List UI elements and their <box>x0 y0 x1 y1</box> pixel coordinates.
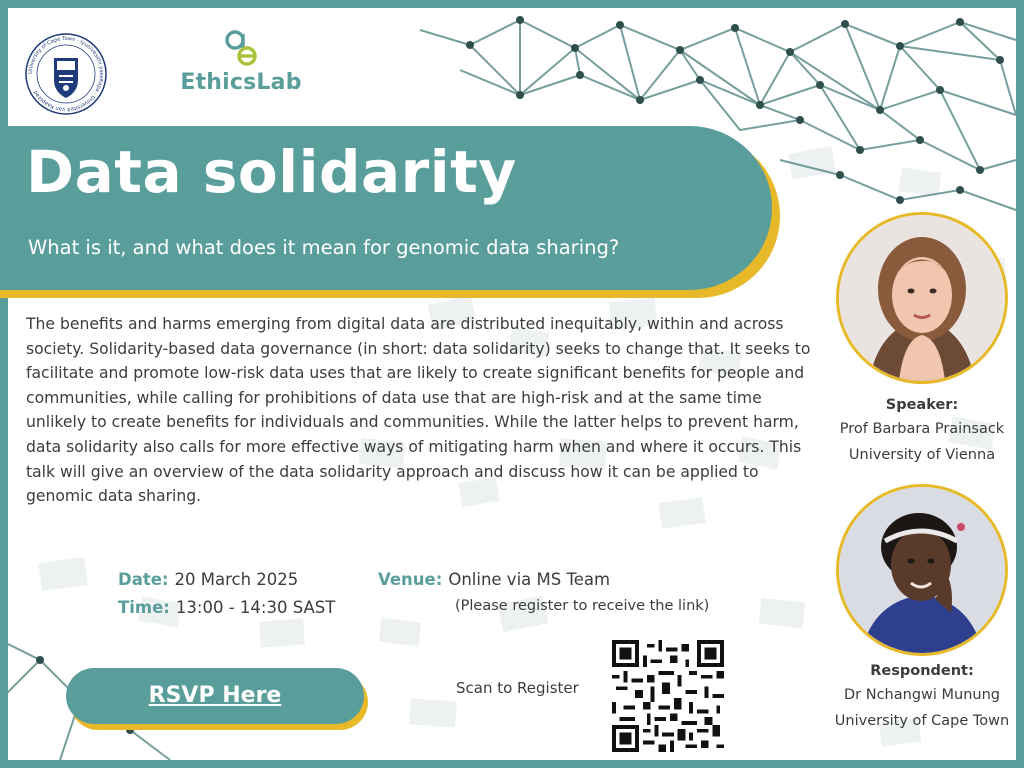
uct-seal-logo <box>24 32 108 116</box>
frame-bottom-border <box>0 760 1024 768</box>
rsvp-button[interactable]: RSVP Here <box>66 668 364 724</box>
ethicslab-mark-icon <box>221 28 261 68</box>
speaker-role-label: Speaker: <box>885 397 959 413</box>
speaker-photo <box>836 212 1008 384</box>
date-label: Date: <box>118 570 169 589</box>
ethicslab-name: EthicsLab <box>180 70 302 95</box>
speaker-affiliation: University of Vienna <box>848 447 996 463</box>
respondent-role-label: Respondent: <box>870 663 974 679</box>
respondent-name: Dr Nchangwi Munung <box>844 687 1000 703</box>
time-value: 13:00 - 14:30 SAST <box>175 598 336 617</box>
svg-text:University of Cape Town · Iyun: University of Cape Town · Iyunivesithi yaseKapa · Universiteit van Kaapstad <box>27 35 105 113</box>
scan-to-register-label: Scan to Register <box>456 679 579 697</box>
venue-row <box>378 570 610 589</box>
event-title: Data solidarity <box>26 138 517 206</box>
event-description: The benefits and harms emerging from digital data are distributed inequitably, within and across society. Solidarity-based data governance (in short: data solidarity) seeks to change that. It seeks to facilitate and promote low-risk data uses that are likely to create significant benefits for people and communities, while calling for prohibitions of data use that are high-risk and at the same time unlikely to create benefits for individuals and communities. While the latter helps to prevent harm, data solidarity also calls for more effective ways of mitigating harm when and where it occurs. This talk will give an overview of the data solidarity approach and discuss how it can be applied to genomic data sharing. <box>26 315 811 506</box>
registration-qr-code[interactable] <box>612 640 724 752</box>
event-subtitle: What is it, and what does it mean for genomic data sharing? <box>28 236 620 259</box>
respondent-photo <box>836 484 1008 656</box>
frame-right-border <box>1016 0 1024 768</box>
speaker-info <box>826 394 1018 468</box>
respondent-portrait-icon <box>839 487 1005 653</box>
time-label: Time: <box>118 598 170 617</box>
frame-top-border <box>0 0 1024 8</box>
respondent-info <box>826 660 1018 734</box>
date-value: 20 March 2025 <box>174 570 299 589</box>
speaker-name: Prof Barbara Prainsack <box>839 421 1005 437</box>
date-row <box>118 570 298 589</box>
speaker-portrait-icon <box>839 215 1005 381</box>
venue-note: (Please register to receive the link) <box>455 598 710 614</box>
venue-label: Venue: <box>378 570 443 589</box>
frame-left-border <box>0 0 8 768</box>
respondent-affiliation: University of Cape Town <box>834 713 1010 729</box>
venue-value: Online via MS Team <box>448 570 611 589</box>
ethicslab-logo <box>176 28 306 108</box>
time-row <box>118 598 335 617</box>
